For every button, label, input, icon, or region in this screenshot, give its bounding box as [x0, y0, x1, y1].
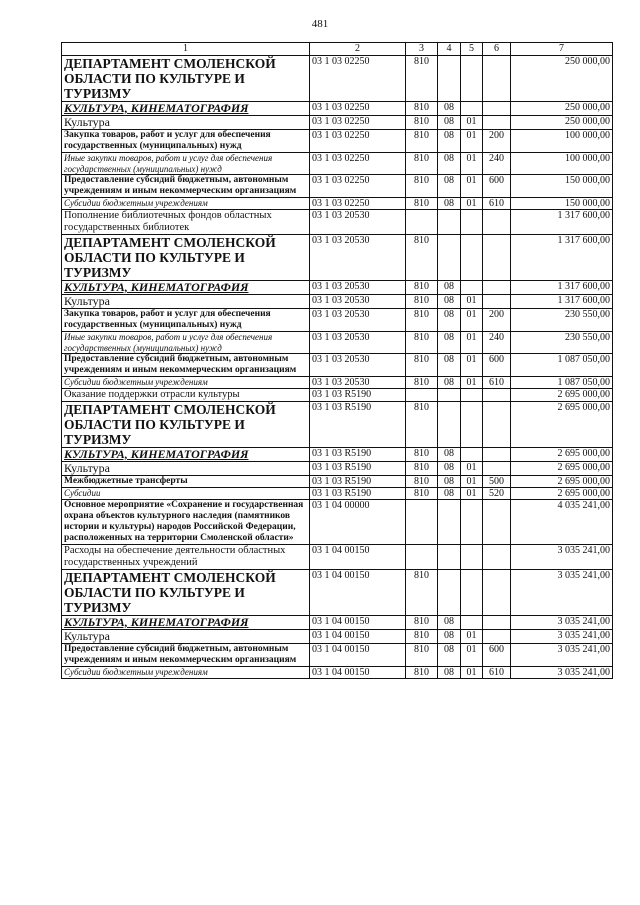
row-col-5 [461, 500, 483, 545]
row-col-6: 520 [483, 488, 511, 500]
row-col-3: 810 [406, 630, 438, 644]
row-code: 03 1 03 02250 [310, 56, 406, 102]
row-col-5 [461, 281, 483, 295]
row-col-5: 01 [461, 198, 483, 210]
row-col-3: 810 [406, 102, 438, 116]
row-col-4 [438, 389, 461, 402]
row-col-5 [461, 210, 483, 235]
row-col-6: 240 [483, 153, 511, 175]
row-amount: 1 317 600,00 [511, 210, 613, 235]
header-row [62, 43, 613, 56]
row-name: Основное мероприятие «Сохранение и государственная охрана объектов культурного наследия (памятников истории и культуры) народов Российской Федерации, расположенных на территории Смоленской области» [62, 500, 310, 545]
row-col-4: 08 [438, 130, 461, 153]
row-col-4 [438, 545, 461, 570]
row-code: 03 1 03 R5190 [310, 448, 406, 462]
row-amount: 230 550,00 [511, 309, 613, 332]
row-code: 03 1 03 02250 [310, 102, 406, 116]
row-col-4: 08 [438, 462, 461, 476]
row-code: 03 1 03 02250 [310, 116, 406, 130]
row-col-6: 200 [483, 309, 511, 332]
row-col-3: 810 [406, 488, 438, 500]
row-code: 03 1 03 R5190 [310, 389, 406, 402]
row-col-5: 01 [461, 309, 483, 332]
row-amount: 4 035 241,00 [511, 500, 613, 545]
row-col-5: 01 [461, 488, 483, 500]
row-col-4: 08 [438, 175, 461, 198]
row-code: 03 1 03 20530 [310, 235, 406, 281]
row-col-4 [438, 235, 461, 281]
row-col-5: 01 [461, 116, 483, 130]
row-col-4: 08 [438, 332, 461, 354]
row-name: Субсидии бюджетным учреждениям [62, 198, 310, 210]
table-row [62, 377, 613, 389]
row-col-6: 610 [483, 377, 511, 389]
row-col-6: 610 [483, 198, 511, 210]
row-name: Оказание поддержки отрасли культуры [62, 389, 310, 402]
row-col-4: 08 [438, 476, 461, 488]
row-col-6 [483, 295, 511, 309]
row-amount: 3 035 241,00 [511, 545, 613, 570]
row-col-5 [461, 235, 483, 281]
row-code: 03 1 04 00150 [310, 570, 406, 616]
row-code: 03 1 04 00150 [310, 616, 406, 630]
row-col-4: 08 [438, 377, 461, 389]
row-col-4: 08 [438, 644, 461, 667]
row-code: 03 1 04 00150 [310, 630, 406, 644]
row-amount: 250 000,00 [511, 116, 613, 130]
row-col-3: 810 [406, 462, 438, 476]
table-row [62, 448, 613, 462]
row-col-4 [438, 570, 461, 616]
row-col-6: 200 [483, 130, 511, 153]
row-col-4 [438, 402, 461, 448]
row-col-4 [438, 56, 461, 102]
row-col-5: 01 [461, 476, 483, 488]
table-row [62, 570, 613, 616]
table-row [62, 116, 613, 130]
col-header-6: 6 [483, 43, 511, 56]
row-amount: 1 317 600,00 [511, 281, 613, 295]
row-amount: 1 317 600,00 [511, 295, 613, 309]
row-col-3: 810 [406, 644, 438, 667]
table-row [62, 332, 613, 354]
row-code: 03 1 03 02250 [310, 198, 406, 210]
row-col-6: 600 [483, 354, 511, 377]
row-col-3: 810 [406, 332, 438, 354]
table-row [62, 281, 613, 295]
table-row [62, 476, 613, 488]
row-col-3: 810 [406, 175, 438, 198]
row-col-4: 08 [438, 102, 461, 116]
row-col-3: 810 [406, 309, 438, 332]
row-name: Культура [62, 462, 310, 476]
row-col-5: 01 [461, 667, 483, 679]
table-row [62, 488, 613, 500]
row-amount: 3 035 241,00 [511, 644, 613, 667]
row-col-5 [461, 102, 483, 116]
row-col-3 [406, 389, 438, 402]
table-row [62, 354, 613, 377]
row-amount: 100 000,00 [511, 153, 613, 175]
row-col-6: 240 [483, 332, 511, 354]
table-row [62, 102, 613, 116]
row-col-5 [461, 56, 483, 102]
row-col-6 [483, 102, 511, 116]
col-header-5: 5 [461, 43, 483, 56]
row-amount: 1 087 050,00 [511, 377, 613, 389]
row-col-6: 500 [483, 476, 511, 488]
row-col-4: 08 [438, 354, 461, 377]
row-amount: 250 000,00 [511, 102, 613, 116]
row-name: Иные закупки товаров, работ и услуг для обеспечения государственных (муниципальных) нужд [62, 332, 310, 354]
row-col-5 [461, 402, 483, 448]
row-col-3 [406, 500, 438, 545]
row-name: Культура [62, 295, 310, 309]
row-amount: 2 695 000,00 [511, 476, 613, 488]
row-amount: 250 000,00 [511, 56, 613, 102]
row-code: 03 1 03 R5190 [310, 476, 406, 488]
table-row [62, 462, 613, 476]
table-row [62, 210, 613, 235]
row-amount: 3 035 241,00 [511, 630, 613, 644]
row-col-4: 08 [438, 667, 461, 679]
row-code: 03 1 03 20530 [310, 354, 406, 377]
row-code: 03 1 03 R5190 [310, 488, 406, 500]
row-code: 03 1 03 R5190 [310, 462, 406, 476]
table-row [62, 56, 613, 102]
table-row [62, 667, 613, 679]
row-col-3: 810 [406, 616, 438, 630]
row-name: Расходы на обеспечение деятельности областных государственных учреждений [62, 545, 310, 570]
row-name: Закупка товаров, работ и услуг для обеспечения государственных (муниципальных) нужд [62, 130, 310, 153]
row-col-6 [483, 448, 511, 462]
row-col-6 [483, 402, 511, 448]
table-row [62, 389, 613, 402]
table-row [62, 198, 613, 210]
row-code: 03 1 03 02250 [310, 130, 406, 153]
row-col-3: 810 [406, 281, 438, 295]
row-code: 03 1 03 20530 [310, 295, 406, 309]
row-col-5: 01 [461, 332, 483, 354]
row-name: ДЕПАРТАМЕНТ СМОЛЕНСКОЙ ОБЛАСТИ ПО КУЛЬТУРЕ И ТУРИЗМУ [62, 56, 310, 102]
row-name: ДЕПАРТАМЕНТ СМОЛЕНСКОЙ ОБЛАСТИ ПО КУЛЬТУРЕ И ТУРИЗМУ [62, 402, 310, 448]
row-amount: 230 550,00 [511, 332, 613, 354]
row-col-3: 810 [406, 570, 438, 616]
row-col-3: 810 [406, 476, 438, 488]
row-amount: 3 035 241,00 [511, 667, 613, 679]
row-amount: 2 695 000,00 [511, 389, 613, 402]
row-amount: 2 695 000,00 [511, 402, 613, 448]
row-col-5: 01 [461, 462, 483, 476]
row-amount: 2 695 000,00 [511, 448, 613, 462]
row-code: 03 1 04 00150 [310, 644, 406, 667]
row-name: ДЕПАРТАМЕНТ СМОЛЕНСКОЙ ОБЛАСТИ ПО КУЛЬТУРЕ И ТУРИЗМУ [62, 235, 310, 281]
row-col-5: 01 [461, 644, 483, 667]
col-header-code: 2 [310, 43, 406, 56]
row-amount: 2 695 000,00 [511, 462, 613, 476]
row-code: 03 1 03 20530 [310, 332, 406, 354]
table-row [62, 295, 613, 309]
row-name: КУЛЬТУРА, КИНЕМАТОГРАФИЯ [62, 448, 310, 462]
row-col-5: 01 [461, 354, 483, 377]
table-row [62, 402, 613, 448]
row-name: Межбюджетные трансферты [62, 476, 310, 488]
row-amount: 100 000,00 [511, 130, 613, 153]
row-col-5 [461, 570, 483, 616]
row-col-4: 08 [438, 281, 461, 295]
row-amount: 1 317 600,00 [511, 235, 613, 281]
table-body [62, 56, 613, 679]
row-col-5: 01 [461, 153, 483, 175]
table-row [62, 616, 613, 630]
row-name: Предоставление субсидий бюджетным, автономным учреждениям и иным некоммерческим организациям [62, 354, 310, 377]
row-name: ДЕПАРТАМЕНТ СМОЛЕНСКОЙ ОБЛАСТИ ПО КУЛЬТУРЕ И ТУРИЗМУ [62, 570, 310, 616]
row-col-3: 810 [406, 130, 438, 153]
col-header-4: 4 [438, 43, 461, 56]
table-row [62, 235, 613, 281]
row-col-6 [483, 500, 511, 545]
row-col-3: 810 [406, 402, 438, 448]
row-col-6 [483, 616, 511, 630]
row-col-3: 810 [406, 153, 438, 175]
row-col-4: 08 [438, 295, 461, 309]
row-name: Субсидии бюджетным учреждениям [62, 377, 310, 389]
row-col-4: 08 [438, 198, 461, 210]
row-col-6: 600 [483, 175, 511, 198]
row-code: 03 1 04 00150 [310, 667, 406, 679]
row-code: 03 1 03 20530 [310, 377, 406, 389]
row-col-3 [406, 210, 438, 235]
row-col-3 [406, 545, 438, 570]
row-col-5 [461, 389, 483, 402]
row-name: КУЛЬТУРА, КИНЕМАТОГРАФИЯ [62, 281, 310, 295]
row-code: 03 1 04 00000 [310, 500, 406, 545]
row-col-6: 610 [483, 667, 511, 679]
row-amount: 3 035 241,00 [511, 570, 613, 616]
row-code: 03 1 03 02250 [310, 175, 406, 198]
row-name: Субсидии бюджетным учреждениям [62, 667, 310, 679]
row-name: Закупка товаров, работ и услуг для обеспечения государственных (муниципальных) нужд [62, 309, 310, 332]
row-col-4 [438, 500, 461, 545]
row-col-6 [483, 281, 511, 295]
row-col-6 [483, 545, 511, 570]
row-code: 03 1 03 20530 [310, 210, 406, 235]
table-row [62, 130, 613, 153]
row-col-6 [483, 389, 511, 402]
row-col-3: 810 [406, 235, 438, 281]
row-code: 03 1 04 00150 [310, 545, 406, 570]
table-row [62, 309, 613, 332]
table-row [62, 644, 613, 667]
row-amount: 150 000,00 [511, 198, 613, 210]
row-col-6 [483, 630, 511, 644]
row-code: 03 1 03 02250 [310, 153, 406, 175]
row-code: 03 1 03 R5190 [310, 402, 406, 448]
row-col-5: 01 [461, 130, 483, 153]
row-col-6: 600 [483, 644, 511, 667]
row-col-5: 01 [461, 377, 483, 389]
row-col-3: 810 [406, 295, 438, 309]
budget-table [61, 42, 613, 679]
row-name: Пополнение библиотечных фондов областных государственных библиотек [62, 210, 310, 235]
row-code: 03 1 03 20530 [310, 281, 406, 295]
row-col-5: 01 [461, 175, 483, 198]
row-name: Культура [62, 630, 310, 644]
row-col-4: 08 [438, 153, 461, 175]
row-amount: 150 000,00 [511, 175, 613, 198]
col-header-amount: 7 [511, 43, 613, 56]
col-header-3: 3 [406, 43, 438, 56]
row-col-4: 08 [438, 488, 461, 500]
row-col-4: 08 [438, 116, 461, 130]
row-name: Предоставление субсидий бюджетным, автономным учреждениям и иным некоммерческим организациям [62, 175, 310, 198]
row-col-4 [438, 210, 461, 235]
row-col-4: 08 [438, 309, 461, 332]
table-row [62, 545, 613, 570]
table-row [62, 630, 613, 644]
row-col-6 [483, 56, 511, 102]
row-col-3: 810 [406, 56, 438, 102]
row-col-5 [461, 448, 483, 462]
row-col-5 [461, 616, 483, 630]
row-amount: 2 695 000,00 [511, 488, 613, 500]
row-col-6 [483, 210, 511, 235]
row-col-6 [483, 116, 511, 130]
row-col-4: 08 [438, 616, 461, 630]
row-code: 03 1 03 20530 [310, 309, 406, 332]
row-col-3: 810 [406, 377, 438, 389]
row-col-6 [483, 462, 511, 476]
row-col-3: 810 [406, 116, 438, 130]
row-amount: 1 087 050,00 [511, 354, 613, 377]
col-header-name: 1 [62, 43, 310, 56]
row-col-3: 810 [406, 448, 438, 462]
row-col-3: 810 [406, 354, 438, 377]
row-name: Иные закупки товаров, работ и услуг для обеспечения государственных (муниципальных) нужд [62, 153, 310, 175]
row-amount: 3 035 241,00 [511, 616, 613, 630]
row-name: КУЛЬТУРА, КИНЕМАТОГРАФИЯ [62, 102, 310, 116]
row-col-3: 810 [406, 198, 438, 210]
row-name: Субсидии [62, 488, 310, 500]
row-col-5 [461, 545, 483, 570]
table-row [62, 500, 613, 545]
row-col-6 [483, 235, 511, 281]
page-number: 481 [311, 18, 329, 30]
row-col-5: 01 [461, 630, 483, 644]
row-col-3: 810 [406, 667, 438, 679]
row-name: Предоставление субсидий бюджетным, автономным учреждениям и иным некоммерческим организациям [62, 644, 310, 667]
table-row [62, 153, 613, 175]
row-col-6 [483, 570, 511, 616]
row-col-4: 08 [438, 448, 461, 462]
table-row [62, 175, 613, 198]
row-col-4: 08 [438, 630, 461, 644]
row-col-5: 01 [461, 295, 483, 309]
row-name: Культура [62, 116, 310, 130]
row-name: КУЛЬТУРА, КИНЕМАТОГРАФИЯ [62, 616, 310, 630]
